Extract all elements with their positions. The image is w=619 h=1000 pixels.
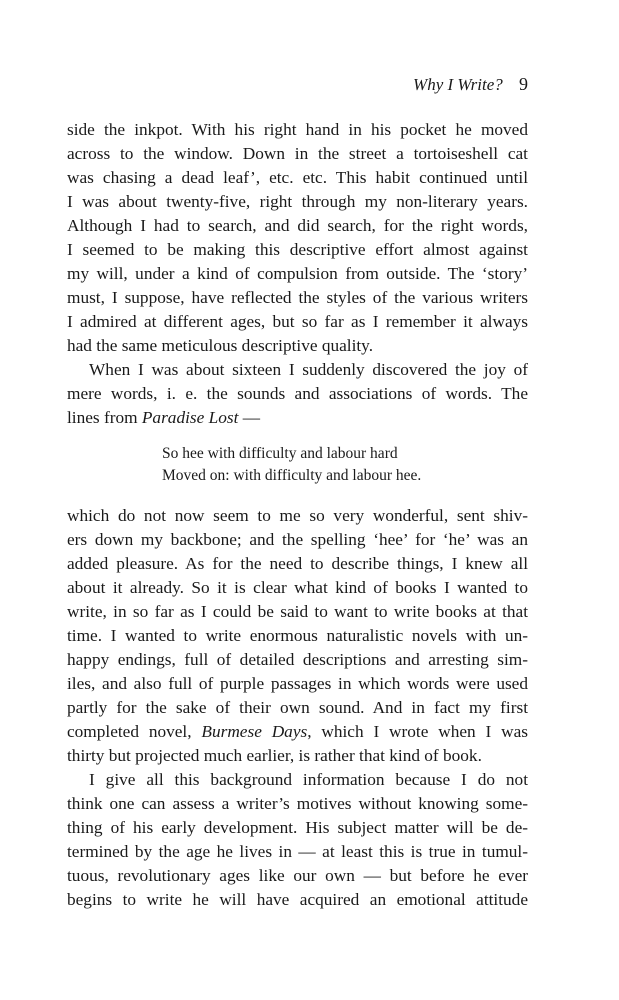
text-fragment: , which I wrote when I was bbox=[307, 722, 528, 741]
text-line: side the inkpot. With his right hand in his pocket he moved bbox=[67, 120, 528, 139]
text-line: iles, and also full of purple passages in which words were used bbox=[67, 674, 528, 693]
paragraph-block-1 bbox=[67, 118, 528, 430]
verse-line: So hee with difficulty and labour hard bbox=[162, 445, 398, 462]
text-line: mere words, i. e. the sounds and associations of words. The bbox=[67, 384, 528, 403]
text-line: must, I suppose, have reflected the styles of the various writers bbox=[67, 288, 528, 307]
text-line: thing of his early development. His subject matter will be de- bbox=[67, 818, 528, 837]
paragraph-block-2 bbox=[67, 504, 528, 912]
text-line: which do not now seem to me so very wonderful, sent shiv- bbox=[67, 506, 528, 525]
verse-quote bbox=[162, 443, 421, 487]
text-fragment: completed novel, bbox=[67, 722, 202, 741]
text-line: time. I wanted to write enormous naturalistic novels with un- bbox=[67, 626, 528, 645]
text-line: I admired at different ages, but so far as I remember it always bbox=[67, 312, 528, 331]
text-line: tuous, revolutionary ages like our own — but before he ever bbox=[67, 866, 528, 885]
text-line: I was about twenty-five, right through my non-literary years. bbox=[67, 192, 528, 211]
text-line: partly for the sake of their own sound. And in fact my first bbox=[67, 698, 528, 717]
text-line: had the same meticulous descriptive quality. bbox=[67, 336, 374, 355]
text-fragment: lines from bbox=[67, 408, 142, 427]
text-line: across to the window. Down in the street a tortoiseshell cat bbox=[67, 144, 528, 163]
text-line: Although I had to search, and did search, for the right words, bbox=[67, 216, 528, 235]
text-line: I give all this background information because I do not bbox=[89, 770, 528, 789]
text-line: added pleasure. As for the need to describe things, I knew all bbox=[67, 554, 528, 573]
running-head bbox=[413, 74, 528, 95]
text-line: my will, under a kind of compulsion from outside. The ‘story’ bbox=[67, 264, 528, 283]
verse-line: Moved on: with difficulty and labour hee. bbox=[162, 467, 422, 484]
text-line: begins to write he will have acquired an emotional attitude bbox=[67, 890, 528, 909]
text-line-burmese-days bbox=[67, 720, 528, 744]
italic-title-burmese-days: Burmese Days bbox=[201, 722, 308, 741]
text-line: write, in so far as I could be said to want to write books at that bbox=[67, 602, 528, 621]
text-line: thirty but projected much earlier, is rather that kind of book. bbox=[67, 746, 482, 765]
text-line: was chasing a dead leaf’, etc. etc. This habit continued until bbox=[67, 168, 528, 187]
text-fragment: — bbox=[238, 408, 260, 427]
text-line: termined by the age he lives in — at least this is true in tumul- bbox=[67, 842, 528, 861]
italic-title-paradise-lost: Paradise Lost bbox=[141, 408, 239, 427]
text-line-lines-from bbox=[67, 406, 528, 430]
text-line: When I was about sixteen I suddenly discovered the joy of bbox=[89, 360, 528, 379]
running-head-title: Why I Write? bbox=[413, 75, 503, 94]
text-line: think one can assess a writer’s motives without knowing some- bbox=[67, 794, 528, 813]
text-line: about it already. So it is clear what kind of books I wanted to bbox=[67, 578, 528, 597]
page-number: 9 bbox=[519, 74, 528, 94]
text-line: I seemed to be making this descriptive effort almost against bbox=[67, 240, 528, 259]
text-line: ers down my backbone; and the spelling ‘hee’ for ‘he’ was an bbox=[67, 530, 528, 549]
text-line: happy endings, full of detailed descriptions and arresting sim- bbox=[67, 650, 528, 669]
